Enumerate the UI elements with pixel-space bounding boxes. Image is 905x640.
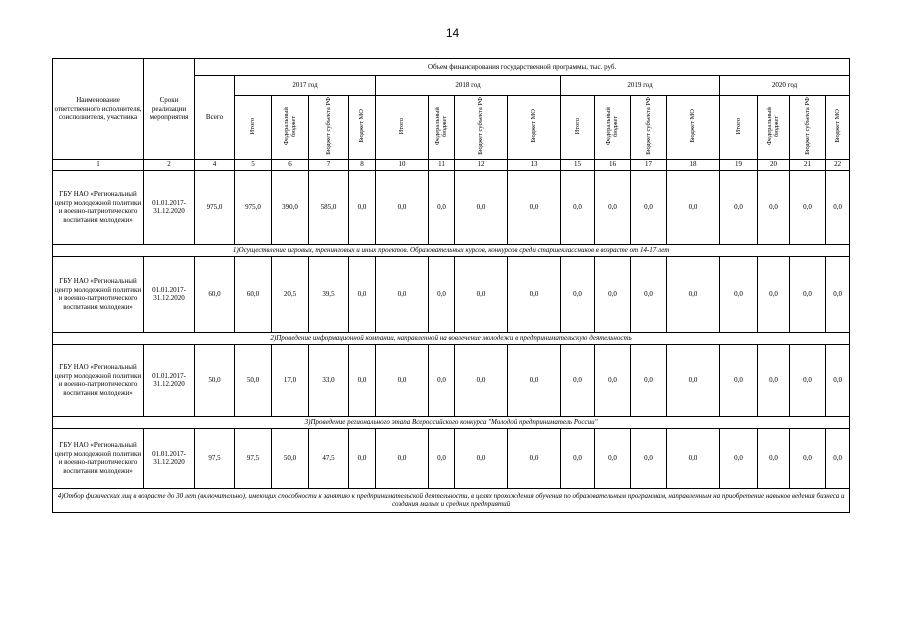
- subheader-federal-budget: [429, 96, 455, 160]
- value-cell: 0,0: [429, 256, 455, 332]
- subheader-label: Бюджет МО: [689, 109, 697, 143]
- column-number: 5: [235, 159, 272, 170]
- dates-cell: 01.01.2017-31.12.2020: [144, 170, 195, 244]
- subheader-mo-budget: [667, 96, 720, 160]
- value-cell: 0,0: [790, 256, 826, 332]
- header-year-2019: 2019 год: [561, 76, 720, 96]
- subheader-label: Федеральный бюджет: [282, 107, 297, 145]
- value-cell: 0,0: [455, 344, 508, 416]
- value-cell: 0,0: [508, 170, 561, 244]
- header-funding-title: Объем финансирования государственной программы, тыс. руб.: [195, 59, 850, 76]
- column-number: 13: [508, 159, 561, 170]
- value-cell: 0,0: [758, 428, 790, 488]
- value-cell: 0,0: [720, 344, 758, 416]
- value-cell: 0,0: [826, 170, 850, 244]
- subheader-label: Бюджет МО: [358, 109, 366, 143]
- note-row: [53, 332, 850, 344]
- subheader-label: Федеральный бюджет: [766, 107, 781, 145]
- subheader-mo-budget: [349, 96, 376, 160]
- value-cell: 47,5: [309, 428, 349, 488]
- subheader-label: Бюджет МО: [530, 109, 538, 143]
- value-cell: 50,0: [195, 344, 235, 416]
- subheader-federal-budget: [595, 96, 631, 160]
- value-cell: 0,0: [376, 428, 429, 488]
- value-cell: 33,0: [309, 344, 349, 416]
- value-cell: 0,0: [508, 428, 561, 488]
- activity-note: 2)Проведение информационной компании, направленной на вовлечение молодежи в предпринимательскую деятельность: [53, 332, 850, 344]
- value-cell: 0,0: [720, 256, 758, 332]
- value-cell: 97,5: [195, 428, 235, 488]
- value-cell: 60,0: [195, 256, 235, 332]
- org-cell: ГБУ НАО «Региональный центр молодежной политики и военно-патриотического воспитания молодежи»: [53, 344, 144, 416]
- value-cell: 0,0: [631, 344, 667, 416]
- table-row: [53, 256, 850, 332]
- column-number: 4: [195, 159, 235, 170]
- column-number: 22: [826, 159, 850, 170]
- value-cell: 0,0: [826, 344, 850, 416]
- dates-cell: 01.01.2017-31.12.2020: [144, 344, 195, 416]
- dates-cell: 01.01.2017-31.12.2020: [144, 256, 195, 332]
- column-number: 7: [309, 159, 349, 170]
- value-cell: 0,0: [561, 256, 595, 332]
- activity-note: 3)Проведение регионального этапа Всероссийского конкурса "Молодой предприниматель России": [53, 416, 850, 428]
- value-cell: 0,0: [508, 344, 561, 416]
- value-cell: 0,0: [667, 428, 720, 488]
- value-cell: 0,0: [790, 428, 826, 488]
- value-cell: 20,5: [272, 256, 309, 332]
- value-cell: 0,0: [561, 170, 595, 244]
- subheader-subject-budget: [790, 96, 826, 160]
- value-cell: 0,0: [349, 344, 376, 416]
- subheader-federal-budget: [758, 96, 790, 160]
- value-cell: 39,5: [309, 256, 349, 332]
- value-cell: 0,0: [349, 256, 376, 332]
- table-row: [53, 170, 850, 244]
- value-cell: 50,0: [235, 344, 272, 416]
- header-year-2017: 2017 год: [235, 76, 376, 96]
- org-cell: ГБУ НАО «Региональный центр молодежной политики и военно-патриотического воспитания молодежи»: [53, 170, 144, 244]
- column-number: 18: [667, 159, 720, 170]
- column-number: 1: [53, 159, 144, 170]
- value-cell: 0,0: [508, 256, 561, 332]
- column-number: 20: [758, 159, 790, 170]
- value-cell: 0,0: [758, 256, 790, 332]
- header-total: Всего: [195, 76, 235, 160]
- subheader-subject-budget: [631, 96, 667, 160]
- column-number: 15: [561, 159, 595, 170]
- column-number: 17: [631, 159, 667, 170]
- subheader-subject-budget: [309, 96, 349, 160]
- header-year-2018: 2018 год: [376, 76, 561, 96]
- value-cell: 60,0: [235, 256, 272, 332]
- subheader-label: Бюджет МО: [834, 109, 842, 143]
- subheader-federal-budget: [272, 96, 309, 160]
- subheader-itogo: [561, 96, 595, 160]
- subheader-subject-budget: [455, 96, 508, 160]
- subheader-label: Бюджет субъекта РФ: [644, 97, 652, 155]
- value-cell: 0,0: [595, 170, 631, 244]
- value-cell: 0,0: [429, 428, 455, 488]
- value-cell: 0,0: [455, 428, 508, 488]
- value-cell: 0,0: [376, 170, 429, 244]
- value-cell: 0,0: [631, 256, 667, 332]
- activity-note: 4)Отбор физических лиц в возрасте до 30 лет (включительно), имеющих способности к занятию к предпринимательской деятельности, в целях прохождения обучения по образовательным программам, направленным на приобретение навыков ведения бизнеса и создания малых и средних предприятий: [53, 488, 850, 512]
- value-cell: 0,0: [561, 428, 595, 488]
- dates-cell: 01.01.2017-31.12.2020: [144, 428, 195, 488]
- value-cell: 0,0: [667, 256, 720, 332]
- value-cell: 97,5: [235, 428, 272, 488]
- page-number: 14: [445, 26, 460, 40]
- activity-note: 1)Осуществление игровых, тренинговых и иных проектов. Образовательных курсов, конкурсов среди старшеклассников в возрасте от 14-17 лет: [53, 244, 850, 256]
- subheader-label: Федеральный бюджет: [434, 107, 449, 145]
- table-row: [53, 428, 850, 488]
- value-cell: 0,0: [595, 256, 631, 332]
- org-cell: ГБУ НАО «Региональный центр молодежной политики и военно-патриотического воспитания молодежи»: [53, 256, 144, 332]
- value-cell: 0,0: [758, 170, 790, 244]
- column-number: 8: [349, 159, 376, 170]
- value-cell: 0,0: [667, 344, 720, 416]
- value-cell: 0,0: [790, 344, 826, 416]
- subheader-label: Бюджет субъекта РФ: [324, 97, 332, 155]
- value-cell: 975,0: [195, 170, 235, 244]
- value-cell: 0,0: [826, 428, 850, 488]
- header-year-2020: 2020 год: [720, 76, 850, 96]
- value-cell: 0,0: [429, 344, 455, 416]
- value-cell: 0,0: [720, 428, 758, 488]
- value-cell: 390,0: [272, 170, 309, 244]
- subheader-mo-budget: [826, 96, 850, 160]
- column-number: 19: [720, 159, 758, 170]
- value-cell: 0,0: [790, 170, 826, 244]
- header-org: Наименование ответственного исполнителя, соисполнителя, участника: [53, 59, 144, 160]
- subheader-label: Итого: [398, 117, 406, 135]
- column-number: 10: [376, 159, 429, 170]
- value-cell: 0,0: [349, 428, 376, 488]
- subheader-label: Бюджет субъекта РФ: [477, 97, 485, 155]
- value-cell: 0,0: [349, 170, 376, 244]
- subheader-label: Итого: [249, 117, 257, 135]
- column-number: 21: [790, 159, 826, 170]
- value-cell: 50,0: [272, 428, 309, 488]
- value-cell: 0,0: [720, 170, 758, 244]
- funding-table: [52, 58, 850, 513]
- value-cell: 0,0: [631, 428, 667, 488]
- value-cell: 0,0: [595, 428, 631, 488]
- note-row: [53, 488, 850, 512]
- column-number: 2: [144, 159, 195, 170]
- subheader-label: Федеральный бюджет: [605, 107, 620, 145]
- column-number: 6: [272, 159, 309, 170]
- table-row: [53, 344, 850, 416]
- value-cell: 0,0: [376, 344, 429, 416]
- value-cell: 0,0: [455, 170, 508, 244]
- value-cell: 0,0: [561, 344, 595, 416]
- column-number: 16: [595, 159, 631, 170]
- column-number: 12: [455, 159, 508, 170]
- note-row: [53, 244, 850, 256]
- subheader-label: Бюджет субъекта РФ: [803, 97, 811, 155]
- subheader-itogo: [376, 96, 429, 160]
- value-cell: 0,0: [631, 170, 667, 244]
- subheader-label: Итого: [573, 117, 581, 135]
- value-cell: 0,0: [376, 256, 429, 332]
- subheader-itogo: [720, 96, 758, 160]
- subheader-mo-budget: [508, 96, 561, 160]
- value-cell: 0,0: [455, 256, 508, 332]
- value-cell: 0,0: [758, 344, 790, 416]
- value-cell: 0,0: [595, 344, 631, 416]
- header-dates: Сроки реализации мероприятия: [144, 59, 195, 160]
- note-row: [53, 416, 850, 428]
- subheader-itogo: [235, 96, 272, 160]
- org-cell: ГБУ НАО «Региональный центр молодежной политики и военно-патриотического воспитания молодежи»: [53, 428, 144, 488]
- value-cell: 17,0: [272, 344, 309, 416]
- subheader-label: Итого: [734, 117, 742, 135]
- value-cell: 0,0: [429, 170, 455, 244]
- value-cell: 0,0: [826, 256, 850, 332]
- column-number: 11: [429, 159, 455, 170]
- value-cell: 585,0: [309, 170, 349, 244]
- value-cell: 975,0: [235, 170, 272, 244]
- value-cell: 0,0: [667, 170, 720, 244]
